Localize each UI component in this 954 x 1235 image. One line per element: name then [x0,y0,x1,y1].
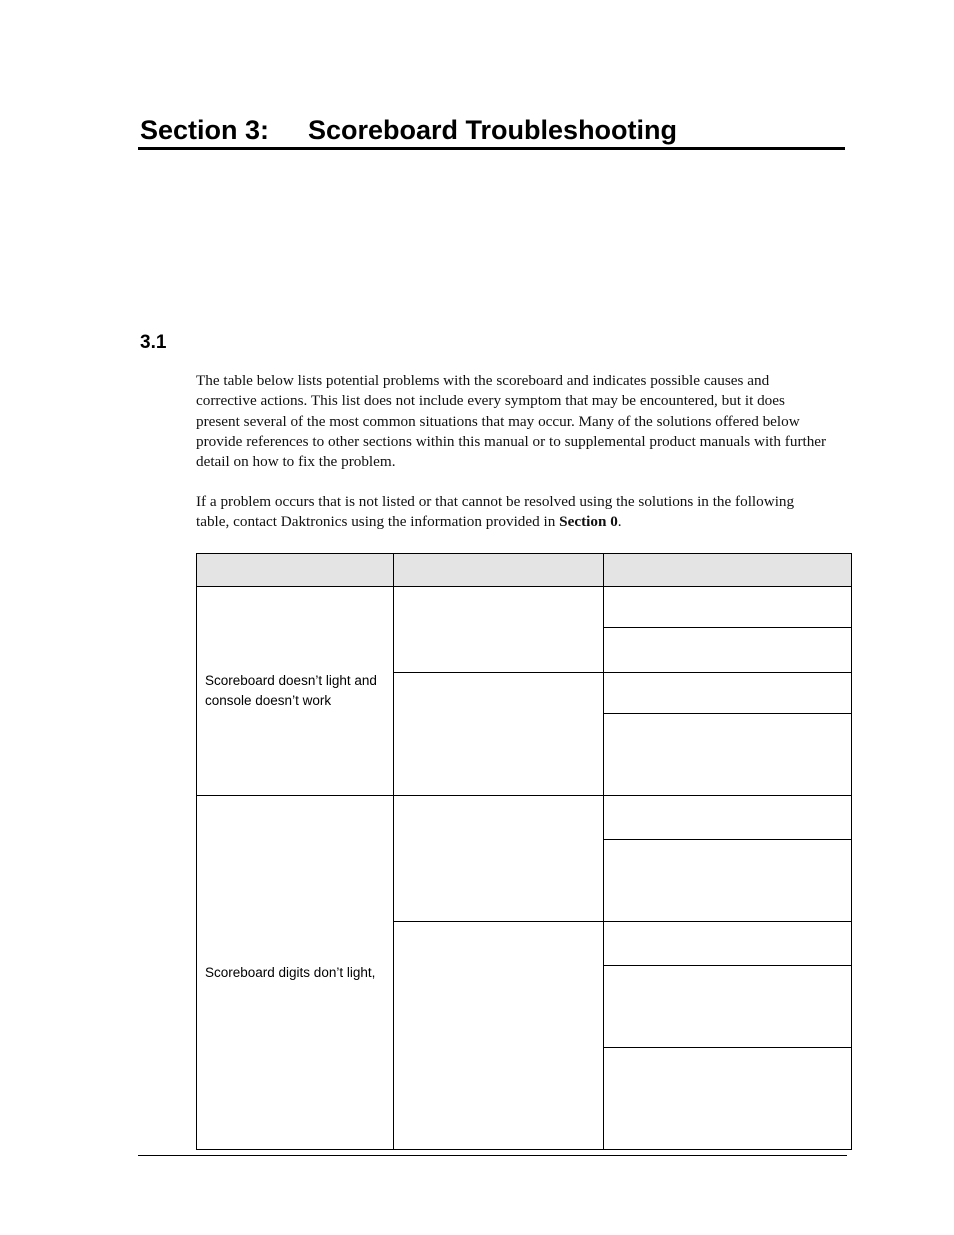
solution-cell [604,673,852,714]
cause-cell [394,922,604,1150]
table-header-cell [197,554,394,587]
section-heading [140,112,844,148]
table-row [197,587,852,628]
section-number: Section 3: [140,115,270,145]
solution-cell [604,966,852,1048]
table-header-row [197,554,852,587]
cause-cell [394,587,604,673]
solution-cell [604,714,852,796]
contact-paragraph [196,492,831,533]
symptom-cell: Scoreboard doesn’t light and console doesn’t work [197,587,394,796]
solution-cell [604,1048,852,1150]
cause-cell [394,796,604,922]
footer-rule [138,1155,847,1156]
intro-paragraph: The table below lists potential problems with the scoreboard and indicates possible causes and corrective actions. This list does not include every symptom that may be encountered, but it does present several of the most common situations that may occur. Many of the solutions offered below provide references to other sections within this manual or to supplemental product manuals with further detail on how to fix the problem. [196,372,827,471]
table-header-cell [604,554,852,587]
section-heading-rule [138,147,845,150]
solution-cell [604,796,852,840]
cause-cell [394,673,604,796]
table-row [197,796,852,840]
contact-text-end: . [617,513,622,531]
solution-cell [604,840,852,922]
symptom-cell: Scoreboard digits don’t light, [197,796,394,1150]
table-header-cell [394,554,604,587]
section-reference: Section 0 [559,513,618,531]
contact-text: If a problem occurs that is not listed or that cannot be resolved using the solutions in the following table, contact Daktronics using the information provided in [196,493,795,531]
subsection-number: 3.1 [140,332,167,353]
troubleshooting-table [196,553,852,1150]
section-title: Scoreboard Troubleshooting [308,115,678,145]
solution-cell [604,587,852,628]
solution-cell [604,922,852,966]
solution-cell [604,628,852,673]
